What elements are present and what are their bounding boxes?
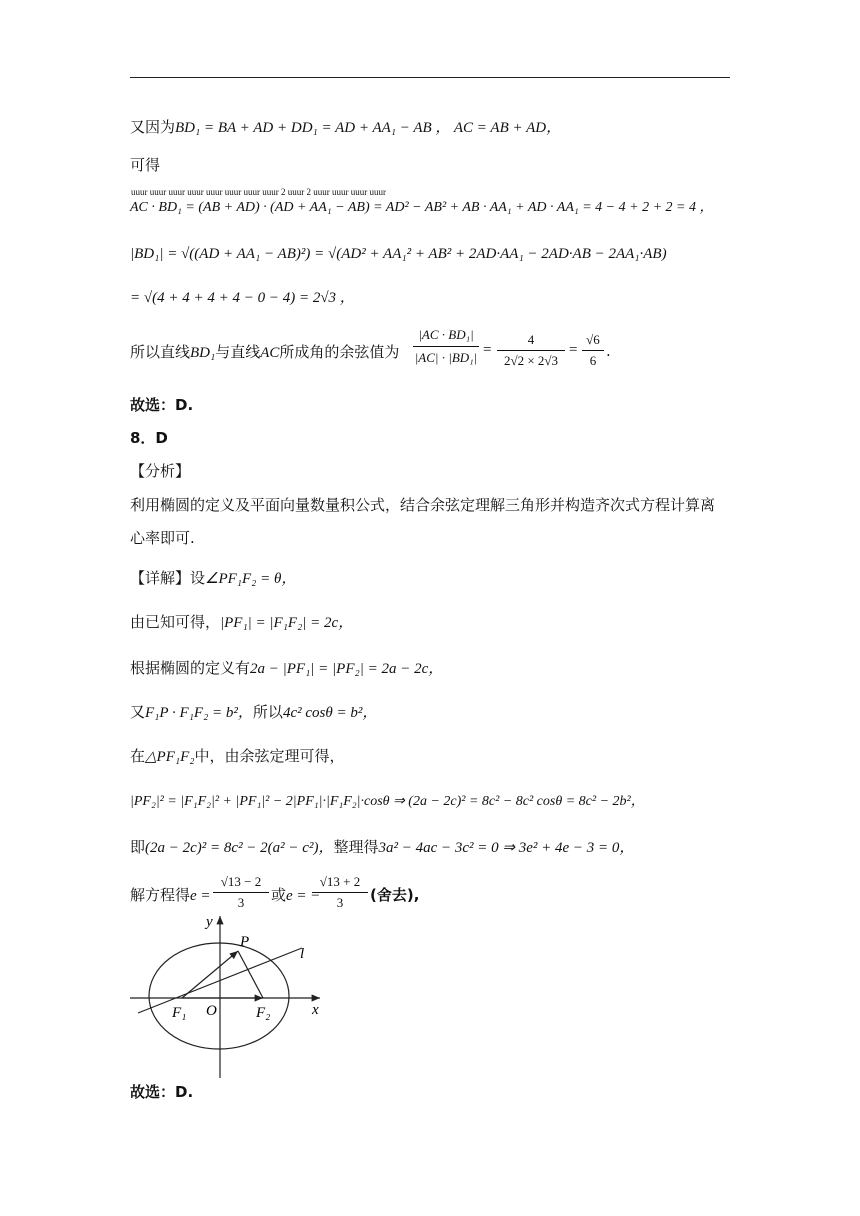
line5-math: = √(4 + 4 + 4 + 4 − 0 − 4) = 2√3 ， <box>130 290 355 306</box>
line6-d: AC <box>260 345 280 361</box>
frac3-bar <box>582 350 604 351</box>
origin-label: O <box>206 1003 217 1019</box>
text-line-11: 心率即可. <box>130 529 195 547</box>
x-axis-label: x <box>312 1002 319 1018</box>
e2-bar <box>312 892 368 893</box>
segment-p-f2 <box>238 951 263 998</box>
line15-a: 又 <box>130 703 146 721</box>
line18-b: (2a − 2c)² = 8c² − 2(a² − c²)， <box>145 840 334 856</box>
text-line-4 <box>130 243 667 264</box>
line3-math: AC · BD₁ = (AB + AD) · (AD + AA₁ − AB) = AD² − AB² + AB · AA₁ + AD · AA₁ = 4 − 4 + 2 + 2 = 4 ， <box>130 200 714 215</box>
text-line-5 <box>130 287 355 308</box>
frac2-num: 4 <box>527 332 535 347</box>
e1-den: 3 <box>237 895 245 910</box>
frac3-den: 6 <box>589 353 597 368</box>
text-line-6 <box>130 342 399 363</box>
line14-a: 根据椭圆的定义有 <box>130 659 251 677</box>
equals-1: = <box>483 342 492 358</box>
line13-a: 由已知可得， <box>130 613 221 631</box>
line19-e2: e = − <box>286 888 321 904</box>
line19-a: 解方程得 <box>130 886 191 904</box>
fraction-cos-2 <box>497 332 565 369</box>
line14-b: 2a − |PF₁| = |PF₂| = 2a − 2c， <box>250 661 444 677</box>
line15-d: 4c² cosθ = b²， <box>282 705 378 721</box>
line19-e1: e = <box>190 888 211 904</box>
line18-c: 整理得 <box>333 838 379 856</box>
line6-a: 所以直线 <box>130 343 191 361</box>
ellipse <box>149 943 289 1049</box>
line6-b: BD₁ <box>190 345 216 361</box>
line19-or: 或 <box>271 886 287 904</box>
line-l-label: l <box>300 946 305 962</box>
e1-num: √13 − 2 <box>220 874 262 889</box>
text-line-16 <box>130 746 344 767</box>
text-line-1 <box>130 117 561 138</box>
e2-num: √13 + 2 <box>319 874 361 889</box>
line12-a: 【详解】设 <box>130 569 206 587</box>
line15-c: 所以 <box>252 703 283 721</box>
text-line-13 <box>130 612 353 633</box>
ellipse-figure <box>120 908 340 1078</box>
vector-f1-p <box>182 951 238 998</box>
text-line-14 <box>130 658 443 679</box>
y-axis-label: y <box>206 914 213 930</box>
fraction-cos-1 <box>413 326 479 367</box>
analysis-heading: 【分析】 <box>130 462 191 480</box>
text-line-3 <box>130 197 713 218</box>
text-line-20: 故选：D. <box>130 1083 194 1101</box>
line6-c: 与直线 <box>215 343 261 361</box>
frac1-bar <box>413 346 479 347</box>
e2-den: 3 <box>336 895 344 910</box>
line1-math: BD₁ = BA + AD + DD₁ = AD + AA₁ − AB ， AC = AB + AD， <box>175 120 562 136</box>
text-line-2: 可得 <box>130 156 161 174</box>
point-p-label: P <box>240 934 250 950</box>
fraction-cos-3 <box>582 332 604 369</box>
vector-arrow-garble: uuur uuur uuur uuur uuur uuur uuur uuur 2 uuur 2 uuur uuur uuur uuur <box>131 187 386 197</box>
line4-math: |BD₁| = √((AD + AA₁ − AB)²) = √(AD² + AA₁² + AB² + 2AD·AA₁ − 2AD·AB − 2AA₁·AB) <box>130 246 667 262</box>
f1-label: F₁ <box>172 1005 187 1021</box>
equals-2: = <box>569 342 578 358</box>
e1-bar <box>213 892 269 893</box>
line18-a: 即 <box>130 838 146 856</box>
line13-b: |PF₁| = |F₁F₂| = 2c， <box>220 615 354 631</box>
period: . <box>606 342 611 360</box>
fraction-e-1 <box>213 874 269 911</box>
line12-b: ∠PF₁F₂ = θ， <box>205 571 297 587</box>
text-line-18 <box>130 837 634 858</box>
frac1-num: |AC · BD₁| <box>418 327 474 342</box>
text-line-7: 故选：D. <box>130 396 194 414</box>
fraction-e-2 <box>312 874 368 911</box>
frac1-den: |AC| · |BD₁| <box>414 350 478 365</box>
text-line-12 <box>130 568 296 589</box>
line16-c: 中，由余弦定理可得， <box>194 747 345 765</box>
text-line-17 <box>130 791 645 812</box>
frac2-bar <box>497 350 565 351</box>
line16-b: △PF₁F₂ <box>145 749 195 765</box>
frac2-den: 2√2 × 2√3 <box>503 353 559 368</box>
header-rule <box>130 77 730 78</box>
line6-e: 所成角的余弦值为 <box>279 343 400 361</box>
line17-math: |PF₂|² = |F₁F₂|² + |PF₁|² − 2|PF₁|·|F₁F₂|·cosθ ⇒ (2a − 2c)² = 8c² − 8c² cosθ = 8c² − 2b²， <box>130 794 645 809</box>
line15-b: F₁P · F₁F₂ = b²， <box>145 705 253 721</box>
line19-end: (舍去), <box>370 886 420 904</box>
frac3-num: √6 <box>586 332 600 347</box>
line16-a: 在 <box>130 747 146 765</box>
text-line-10: 利用椭圆的定义及平面向量数量积公式，结合余弦定理解三角形并构造齐次式方程计算离 <box>130 496 716 514</box>
line18-d: 3a² − 4ac − 3c² = 0 ⇒ 3e² + 4e − 3 = 0， <box>378 840 635 856</box>
text-line-19 <box>130 885 211 906</box>
line1-prefix: 又因为 <box>130 118 176 136</box>
text-line-15 <box>130 702 377 723</box>
f2-label: F₂ <box>256 1005 271 1021</box>
question-number: 8．D <box>130 429 168 447</box>
